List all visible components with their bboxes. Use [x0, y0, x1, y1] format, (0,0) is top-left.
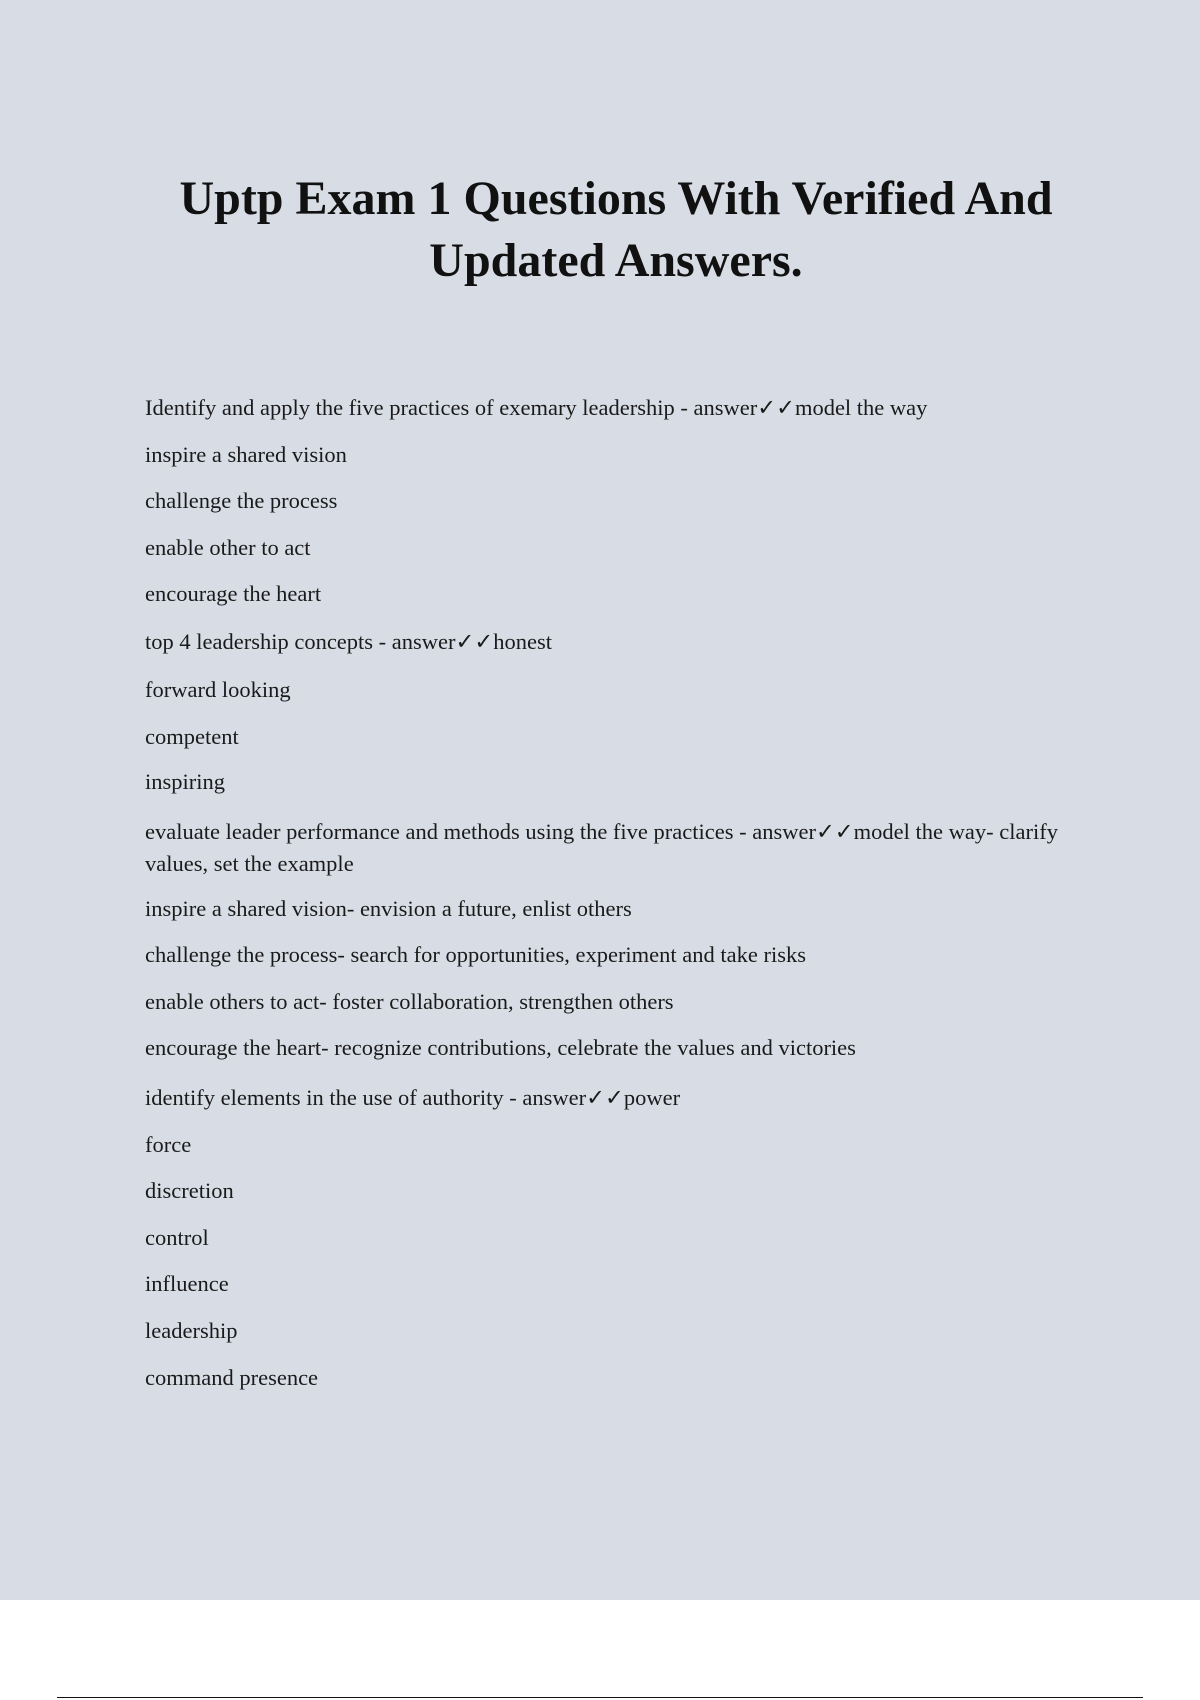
text-line: control — [145, 1225, 209, 1250]
text-line: challenge the process- search for opportunities, experiment and take risks — [145, 942, 807, 967]
text-line: Identify and apply the five practices of exemary leadership - answer✓✓model the way — [145, 395, 928, 420]
text-line: evaluate leader performance and methods using the five practices - answer✓✓model the way- clarify values, set the example — [145, 819, 1058, 876]
text-line: force — [145, 1132, 192, 1157]
text-line: enable other to act — [145, 535, 311, 560]
text-line: leadership — [145, 1318, 238, 1343]
text-line: forward looking — [145, 677, 291, 702]
text-line: discretion — [145, 1178, 234, 1203]
text-line: top 4 leadership concepts - answer✓✓honest — [145, 629, 552, 654]
text-line: encourage the heart — [145, 581, 322, 606]
text-line: enable others to act- foster collaboration, strengthen others — [145, 989, 674, 1014]
document-title: Uptp Exam 1 Questions With Verified And Updated Answers. — [179, 172, 1053, 287]
text-line: inspire a shared vision — [145, 442, 347, 467]
text-line: inspiring — [145, 769, 226, 794]
text-line: command presence — [145, 1365, 319, 1390]
text-line: inspire a shared vision- envision a future, enlist others — [145, 896, 632, 921]
text-line: encourage the heart- recognize contributions, celebrate the values and victories — [145, 1035, 856, 1060]
text-line: challenge the process — [145, 488, 338, 513]
footer-divider — [57, 1697, 1143, 1698]
text-line: competent — [145, 724, 239, 749]
text-line: identify elements in the use of authority - answer✓✓power — [145, 1085, 681, 1110]
text-line: influence — [145, 1271, 229, 1296]
